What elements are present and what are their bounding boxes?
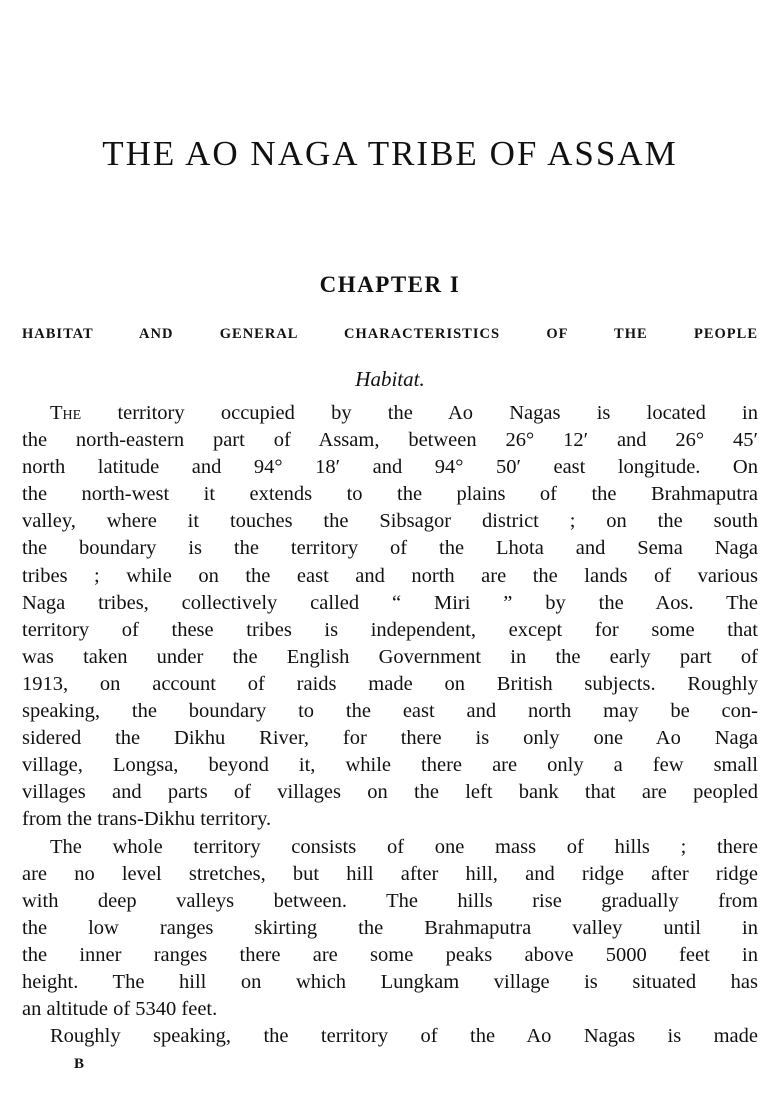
book-title: THE AO NAGA TRIBE OF ASSAM [102, 134, 678, 173]
text-line: was taken under the English Government in the early part of [22, 645, 758, 668]
text-line: from the trans-Dikhu territory. [22, 808, 272, 831]
text-line: speaking, the boundary to the east and north may be con- [22, 700, 758, 723]
text-line: village, Longsa, beyond it, while there are only a few small [22, 754, 758, 777]
text-line: tribes ; while on the east and north are the lands of various [22, 564, 758, 587]
text-line: with deep valleys between. The hills rise gradually from [22, 889, 758, 912]
text-line: Roughly speaking, the territory of the Ao Nagas is made [50, 1025, 758, 1048]
text-line: the north-eastern part of Assam, between 26° 12′ and 26° 45′ [22, 429, 758, 452]
text-line: sidered the Dikhu River, for there is only one Ao Naga [22, 727, 758, 750]
text-line: the inner ranges there are some peaks above 5000 feet in [22, 943, 758, 966]
text-line: are no level stretches, but hill after hill, and ridge after ridge [22, 862, 758, 885]
paragraph-1-first-word: The [50, 402, 82, 424]
body-text [22, 400, 758, 1050]
signature-mark: B [74, 1056, 86, 1072]
text-line: the north-west it extends to the plains of the Brahmaputra [22, 483, 758, 506]
text-line: an altitude of 5340 feet. [22, 998, 218, 1021]
chapter-subtitle: HABITAT AND GENERAL CHARACTERISTICS OF THE PEOPLE [22, 326, 758, 342]
text-line: territory of these tribes is independent, except for some that [22, 618, 758, 641]
text-line: north latitude and 94° 18′ and 94° 50′ east longitude. On [22, 456, 758, 479]
text-line: villages and parts of villages on the left bank that are peopled [22, 781, 758, 804]
text-line: height. The hill on which Lungkam village is situated has [22, 970, 758, 993]
text-line: valley, where it touches the Sibsagor district ; on the south [22, 510, 758, 533]
text-line: the low ranges skirting the Brahmaputra valley until in [22, 916, 758, 939]
paragraph-1-first-line-rest: territory occupied by the Ao Nagas is located in [117, 402, 759, 424]
paragraph-1-line-1 [22, 400, 758, 427]
text-line: the boundary is the territory of the Lhota and Sema Naga [22, 537, 758, 560]
text-line: The whole territory consists of one mass of hills ; there [50, 835, 758, 858]
text-line: Naga tribes, collectively called “ Miri ” by the Aos. The [22, 591, 758, 614]
chapter-heading: CHAPTER I [319, 272, 461, 297]
section-heading: Habitat. [355, 367, 425, 391]
text-line: 1913, on account of raids made on British subjects. Roughly [22, 672, 758, 695]
